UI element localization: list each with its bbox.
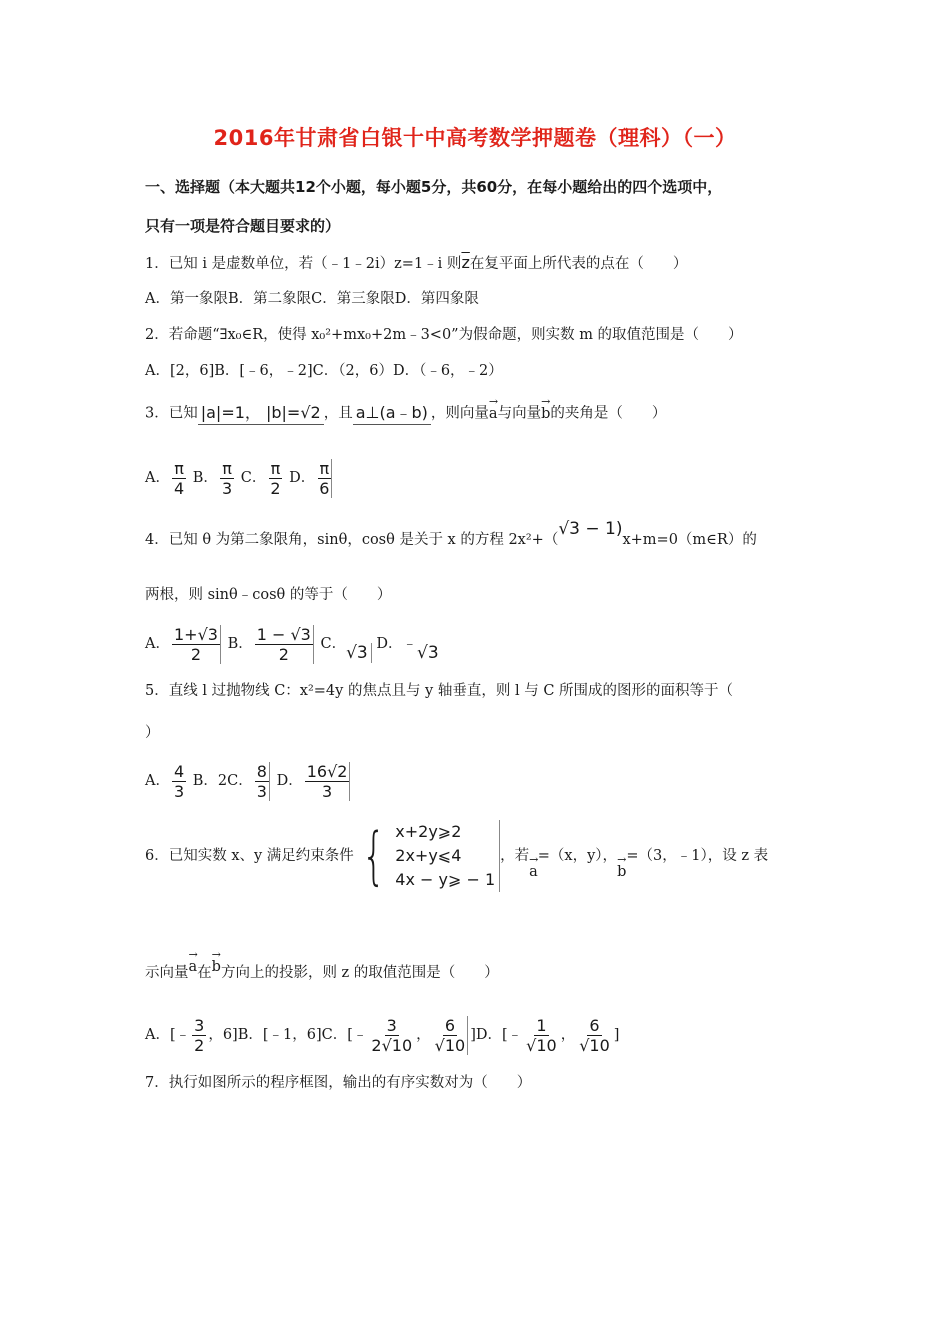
numerator: π [319, 458, 330, 478]
q6-vector-b: → b [617, 834, 626, 910]
q3-perpendicular: a⊥(a﹣b) [353, 402, 431, 425]
denominator: √10 [526, 1035, 557, 1055]
question-1-options: A．第一象限B．第二象限C．第三象限D．第四象限 [145, 291, 479, 307]
q3-label-c: C． [240, 470, 267, 486]
denominator: 6 [319, 478, 330, 498]
q6-stem-g: 方向上的投影，则 z 的取值范围是（ ） [220, 965, 499, 981]
q4-value-c: √3 [346, 643, 372, 663]
question-2-stem: 2．若命题“∃x₀∈R，使得 x₀²+mx₀+2m﹣3<0”为假命题，则实数 m 的取值范围是（ ） [145, 327, 743, 343]
question-5-options [145, 758, 352, 804]
q6-constraint-system [354, 820, 500, 892]
denominator: 2 [194, 1035, 205, 1055]
denominator: 4 [173, 478, 185, 498]
q3-vector-b: → b [541, 403, 550, 425]
q4-sqrt3-minus-1: √3 − 1) [558, 519, 623, 539]
question-3-stem [145, 402, 666, 425]
q4-value-d: √3 [416, 643, 439, 663]
q4-stem-b: x+m=0（m∈R）的 [622, 532, 757, 548]
q6-vector-a-2: → a [189, 956, 198, 978]
numerator: π [270, 458, 281, 478]
q4-frac-b [255, 625, 314, 664]
numerator: 4 [173, 761, 185, 781]
q1-stem-b: 在复平面上所代表的点在（ ） [469, 256, 688, 272]
numerator: π [222, 458, 232, 478]
denominator: √10 [434, 1035, 466, 1055]
q3-stem-e: 的夹角是（ ） [550, 405, 667, 422]
q4-stem-a: 4．已知 θ 为第二象限角，sinθ，cosθ 是关于 x 的方程 2x²+（ [145, 532, 559, 548]
numerator: 6 [444, 1015, 455, 1035]
q6-options-end: ] [613, 1027, 620, 1043]
section-heading-line2: 只有一项是符合题目要求的） [145, 217, 341, 235]
q3-magnitudes: |a|=1， |b|=√2 [198, 402, 324, 425]
constraint-1: x+2y⩾2 [395, 822, 462, 841]
q3-label-a: A． [145, 470, 170, 486]
denominator: 3 [173, 781, 185, 801]
denominator: √10 [579, 1035, 610, 1055]
numerator: 1 [536, 1015, 547, 1035]
question-5-stem-end: ） [145, 725, 160, 741]
q3-frac-a [172, 459, 186, 498]
question-4-stem-line2: 两根，则 sinθ﹣cosθ 的等于（ ） [145, 587, 392, 603]
q6-stem-d: =（3，﹣1），设 z 表 [626, 848, 769, 864]
q6-frac-d2 [577, 1016, 612, 1055]
q5-frac-c [255, 762, 270, 801]
question-5-stem: 5．直线 l 过抛物线 C：x²=4y 的焦点且与 y 轴垂直，则 l 与 C 所围成的图形的面积等于（ [145, 683, 734, 699]
denominator: 2 [270, 478, 281, 498]
comma: ， [560, 1027, 576, 1043]
q3-stem-d: 与向量 [497, 405, 542, 422]
question-4-stem-line1 [145, 519, 757, 551]
page-title: 2016年甘肃省白银十中高考数学押题卷（理科）（一） [213, 126, 737, 150]
question-1-stem [145, 252, 687, 275]
numerator: 3 [194, 1015, 205, 1035]
q3-label-d: D． [289, 470, 316, 486]
question-6-options [145, 1012, 619, 1058]
question-3-options [145, 456, 334, 500]
q6-options-bc: ，6]B．[﹣1，6]C．[﹣ [208, 1027, 368, 1043]
constraint-3: 4x − y⩾ − 1 [395, 870, 496, 889]
comma: ， [416, 1027, 431, 1043]
q6-frac-c2 [433, 1016, 469, 1055]
q6-stem-c: =（x，y）， [537, 848, 618, 864]
q5-label-a: A． [145, 773, 170, 789]
section-heading-line1: 一、选择题（本大题共12个小题，每小题5分，共60分，在每小题给出的四个选项中， [145, 178, 723, 196]
q4-label-c: C． [320, 636, 347, 652]
q6-frac-c1 [369, 1016, 414, 1055]
denominator: 2√10 [371, 1035, 413, 1055]
q5-frac-a [172, 762, 186, 801]
denominator: 3 [256, 781, 267, 801]
denominator: 2 [190, 644, 202, 664]
q4-label-a: A． [145, 636, 170, 652]
q3-frac-c [268, 459, 282, 498]
left-brace-icon: { [361, 819, 386, 892]
q3-frac-d [317, 459, 332, 498]
q6-frac-d1 [524, 1016, 559, 1055]
question-7-stem: 7．执行如图所示的程序框图，输出的有序实数对为（ ） [145, 1075, 532, 1091]
q3-stem-b: ，且 [323, 405, 353, 422]
q6-stem-b: ，若 [500, 848, 530, 864]
q3-stem-c: ，则向量 [430, 405, 489, 422]
q6-constraints [395, 820, 500, 892]
q4-label-d: D．﹣ [376, 636, 417, 652]
q6-frac-a [192, 1016, 206, 1055]
q3-frac-b [220, 459, 234, 498]
q6-stem-f: 在 [197, 965, 212, 981]
numerator: π [174, 458, 184, 478]
q3-vector-a: → a [489, 403, 498, 425]
q6-stem-e: 示向量 [145, 965, 189, 981]
numerator: 8 [256, 761, 267, 781]
question-6-stem-line2 [145, 959, 499, 984]
q1-conjugate-z: $\overline{z}$ [461, 253, 470, 272]
q3-label-b: B． [192, 470, 218, 486]
q1-stem-a: 1．已知 i 是虚数单位，若（﹣1﹣2i）z=1﹣i 则 [145, 256, 462, 272]
numerator: 1 − √3 [256, 624, 311, 644]
denominator: 3 [321, 781, 333, 801]
question-6-stem-line1 [145, 818, 768, 894]
question-4-options [145, 620, 439, 667]
denominator: 2 [278, 644, 289, 664]
numerator: 6 [589, 1015, 600, 1035]
q5-label-d: D． [276, 773, 303, 789]
q3-stem-a: 3．已知 [145, 405, 198, 422]
q4-frac-a [172, 625, 221, 664]
q5-label-bc: B．2C． [192, 773, 253, 789]
q6-vector-b-2: → b [212, 956, 221, 978]
q6-label-a: A．[﹣ [145, 1027, 191, 1043]
question-2-options: A．[2，6]B．[﹣6，﹣2]C．（2，6）D．（﹣6，﹣2） [145, 363, 503, 379]
numerator: 3 [386, 1015, 397, 1035]
q6-stem-a: 6．已知实数 x、y 满足约束条件 [145, 848, 354, 864]
numerator: 16√2 [306, 761, 348, 781]
numerator: 1+√3 [173, 624, 218, 644]
constraint-2: 2x+y⩽4 [395, 846, 462, 865]
q6-vector-a: → a [529, 834, 538, 910]
q6-label-d: ]D．[﹣ [470, 1027, 523, 1043]
q4-label-b: B． [227, 636, 253, 652]
q5-frac-d [305, 762, 351, 801]
denominator: 3 [221, 478, 233, 498]
